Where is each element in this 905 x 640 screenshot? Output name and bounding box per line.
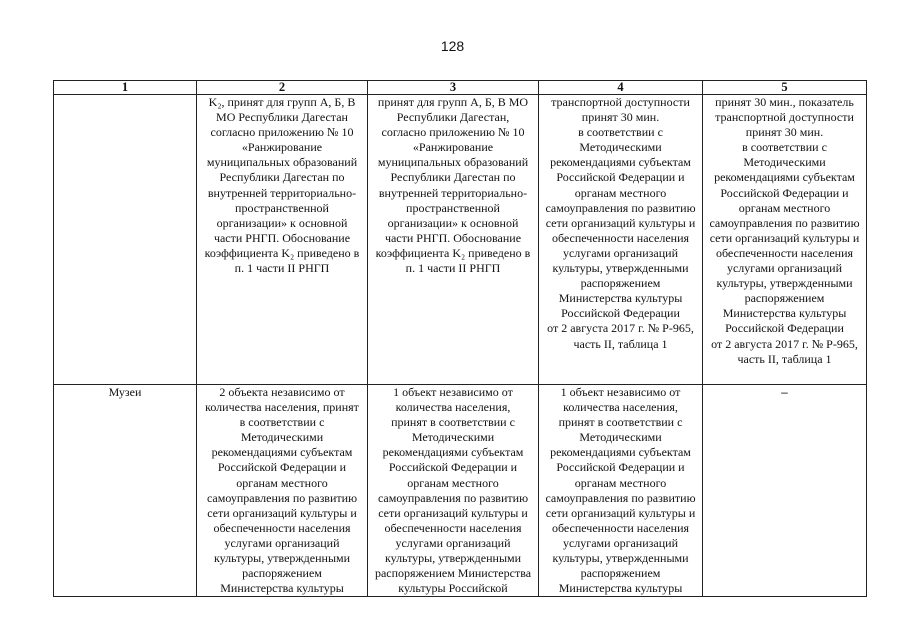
column-header-2: 2 [197,81,368,95]
table-cell: K₂, принят для групп А, Б, В МО Республики Дагестан согласно приложению № 10 «Ранжирование муниципальных образований Республики Дагестан по внутренней территориально- пространственной организации» к основной части РНГП. Обоснование коэффициента K₂ приведено в п. 1 части II РНГП [197,95,368,385]
table-cell: 1 объект независимо от количества населения, принят в соответствии с Методическими рекомендациями субъектам Российской Федерации и органам местного самоуправления по развитию сети организаций культуры и обеспеченности населения услугами организаций культуры, утвержденными распоряжением Министерства культуры Российской [368,385,539,597]
table-cell: 2 объекта независимо от количества населения, принят в соответствии с Методическими рекомендациями субъектам Российской Федерации и органам местного самоуправления по развитию сети организаций культуры и обеспеченности населения услугами организаций культуры, утвержденными распоряжением Министерства культуры [197,385,368,597]
norms-table [53,80,867,597]
page-number: 128 [440,38,465,54]
table-row [54,95,867,385]
table-cell: – [703,385,867,597]
table-cell: транспортной доступности принят 30 мин. в соответствии с Методическими рекомендациями субъектам Российской Федерации и органам местного самоуправления по развитию сети организаций культуры и обеспеченности населения услугами организаций культуры, утвержденными распоряжением Министерства культуры Российской Федерации от 2 августа 2017 г. № Р-965, часть II, таблица 1 [539,95,703,385]
column-header-4: 4 [539,81,703,95]
column-header-3: 3 [368,81,539,95]
table-cell: 1 объект независимо от количества населения, принят в соответствии с Методическими рекомендациями субъектам Российской Федерации и органам местного самоуправления по развитию сети организаций культуры и обеспеченности населения услугами организаций культуры, утвержденными распоряжением Министерства культуры [539,385,703,597]
column-header-5: 5 [703,81,867,95]
table-cell-object-type [54,95,197,385]
table-row [54,385,867,597]
table-cell: принят для групп А, Б, В МО Республики Дагестан, согласно приложению № 10 «Ранжирование муниципальных образований Республики Дагестан по внутренней территориально- пространственной организации» к основной части РНГП. Обоснование коэффициента K₂ приведено в п. 1 части II РНГП [368,95,539,385]
table-header-row [54,81,867,95]
table-cell-object-type: Музеи [54,385,197,597]
table-cell: принят 30 мин., показатель транспортной доступности принят 30 мин. в соответствии с Методическими рекомендациями субъектам Российской Федерации и органам местного самоуправления по развитию сети организаций культуры и обеспеченности населения услугами организаций культуры, утвержденными распоряжением Министерства культуры Российской Федерации от 2 августа 2017 г. № Р-965, часть II, таблица 1 [703,95,867,385]
column-header-1: 1 [54,81,197,95]
